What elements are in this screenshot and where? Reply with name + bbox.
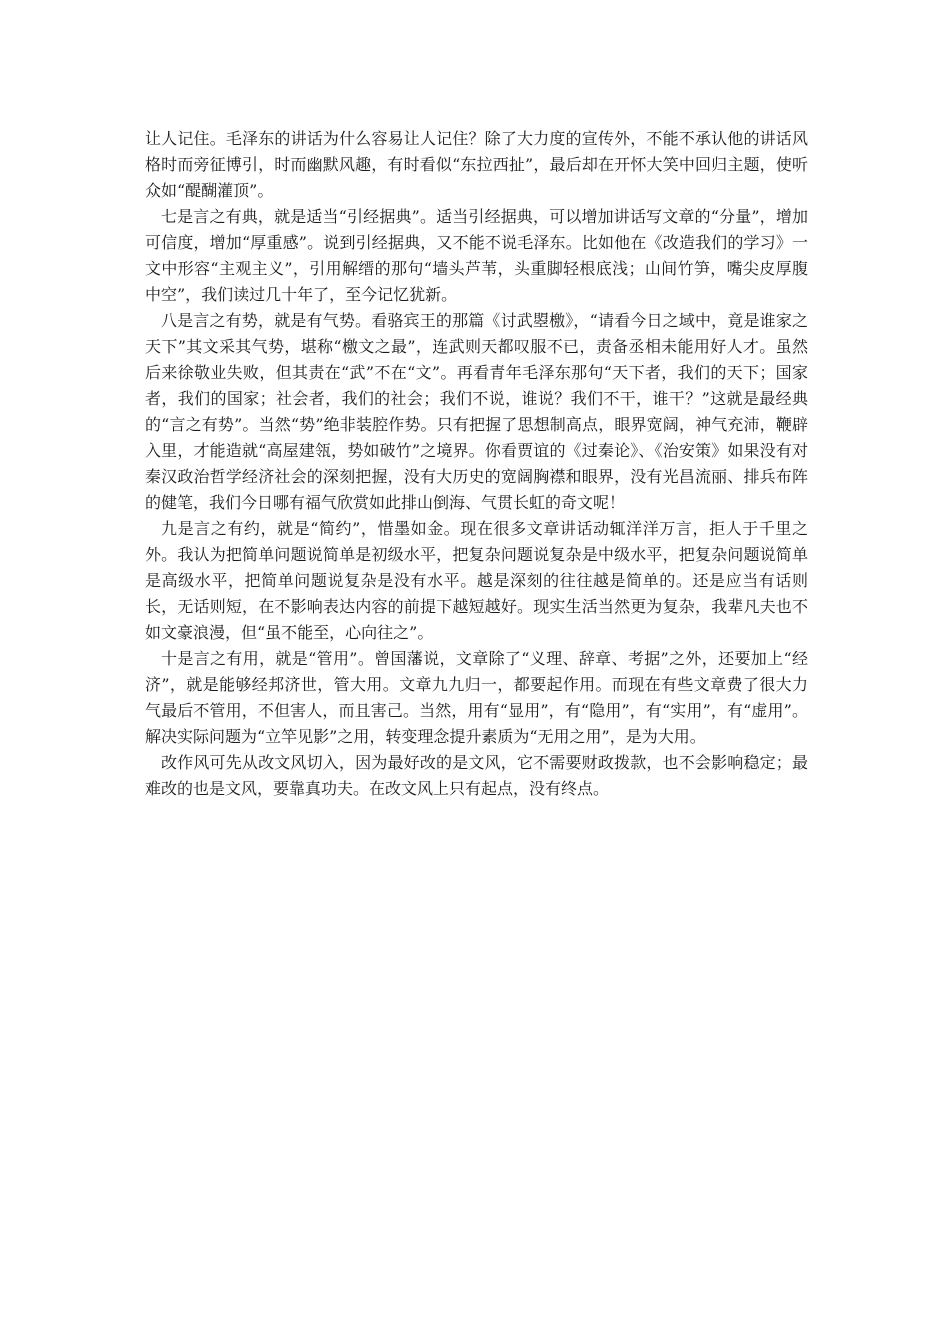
paragraph-point-eight: 八是言之有势，就是有气势。看骆宾王的那篇《讨武曌檄》，“请看今日之域中，竟是谁家之天下”其文采其气势，堪称“檄文之最”，连武则天都叹服不已，责备丞相未能用好人才。虽然后来徐敬业失败，但其责在“武”不在“文”。再看青年毛泽东那句“天下者，我们的天下；国家者，我们的国家；社会者，我们的社会；我们不说，谁说？我们不干，谁干？”这就是最经典的“言之有势”。当然“势”绝非装腔作势。只有把握了思想制高点，眼界宽阔，神气充沛，鞭辟入里，才能造就“高屋建瓴，势如破竹”之境界。你看贾谊的《过秦论》、《治安策》如果没有对秦汉政治哲学经济社会的深刻把握，没有大历史的宽阔胸襟和眼界，没有光昌流丽、排兵布阵的健笔，我们今日哪有福气欣赏如此排山倒海、气贯长虹的奇文呢！ — [145, 311, 808, 512]
paragraph-point-seven: 七是言之有典，就是适当“引经据典”。适当引经据典，可以增加讲话写文章的“分量”，增加可信度，增加“厚重感”。说到引经据典，又不能不说毛泽东。比如他在《改造我们的学习》一文中形容“主观主义”，引用解缙的那句“墙头芦苇，头重脚轻根底浅；山间竹笋，嘴尖皮厚腹中空”，我们读过几十年了，至今记忆犹新。 — [145, 207, 808, 304]
paragraph-conclusion: 改作风可先从改文风切入，因为最好改的是文风，它不需要财政拨款，也不会影响稳定；最难改的也是文风，要靠真功夫。在改文风上只有起点，没有终点。 — [145, 753, 808, 798]
paragraph-point-ten: 十是言之有用，就是“管用”。曾国藩说，文章除了“义理、辞章、考据”之外，还要加上“经济”，就是能够经邦济世，管大用。文章九九归一，都要起作用。而现在有些文章费了很大力气最后不管用，不但害人，而且害己。当然，用有“显用”，有“隐用”，有“实用”，有“虚用”。解决实际问题为“立竿见影”之用，转变理念提升素质为“无用之用”，是为大用。 — [145, 649, 808, 746]
paragraph-point-nine: 九是言之有约，就是“简约”，惜墨如金。现在很多文章讲话动辄洋洋万言，拒人于千里之外。我认为把简单问题说简单是初级水平，把复杂问题说复杂是中级水平，把复杂问题说简单是高级水平，把简单问题说复杂是没有水平。越是深刻的往往越是简单的。还是应当有话则长，无话则短，在不影响表达内容的前提下越短越好。现实生活当然更为复杂，我辈凡夫也不如文豪浪漫，但“虽不能至，心向往之”。 — [145, 519, 808, 642]
paragraph-continuation: 让人记住。毛泽东的讲话为什么容易让人记住？除了大力度的宣传外，不能不承认他的讲话风格时而旁征博引，时而幽默风趣，有时看似“东拉西扯”，最后却在开怀大笑中回归主题，使听众如“醍醐灌顶”。 — [145, 129, 808, 200]
document-body — [145, 126, 808, 802]
